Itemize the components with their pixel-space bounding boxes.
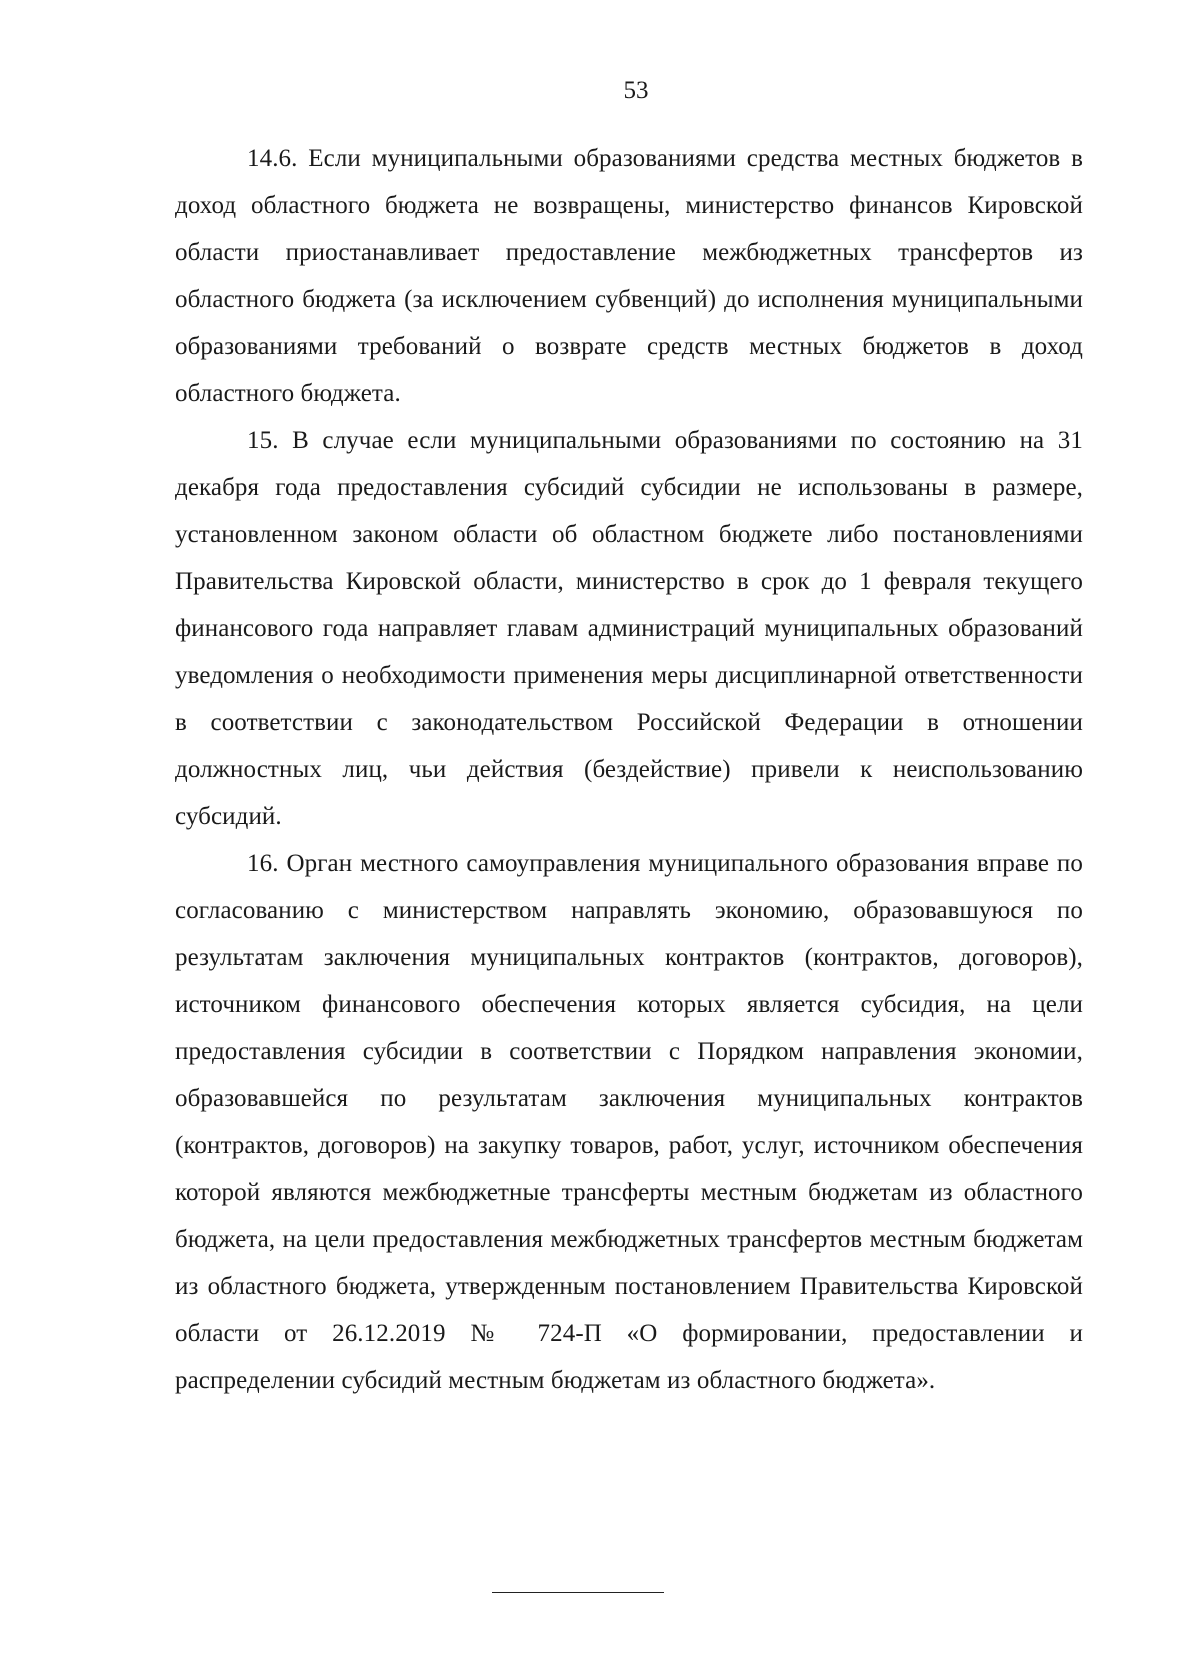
page-number: 53 [623, 77, 649, 104]
document-body [175, 135, 1083, 1404]
paragraph-15: 15. В случае если муниципальными образованиями по состоянию на 31 декабря года предоставления субсидий субсидии не использованы в размере, установленном законом области об областном бюджете либо постановлениями Правительства Кировской области, министерство в срок до 1 февраля текущего финансового года направляет главам администраций муниципальных образований уведомления о необходимости применения меры дисциплинарной ответственности в соответствии с законодательством Российской Федерации в отношении должностных лиц, чьи действия (бездействие) привели к неиспользованию субсидий. [175, 427, 1083, 830]
closing-rule [492, 1592, 664, 1593]
paragraph-14-6: 14.6. Если муниципальными образованиями средства местных бюджетов в доход областного бюджета не возвращены, министерство финансов Кировской области приостанавливает предоставление межбюджетных трансфертов из областного бюджета (за исключением субвенций) до исполнения муниципальными образованиями требований о возврате средств местных бюджетов в доход областного бюджета. [175, 145, 1083, 407]
paragraph-16: 16. Орган местного самоуправления муниципального образования вправе по согласованию с министерством направлять экономию, образовавшуюся по результатам заключения муниципальных контрактов (контрактов, договоров), источником финансового обеспечения которых является субсидия, на цели предоставления субсидии в соответствии с Порядком направления экономии, образовавшейся по результатам заключения муниципальных контрактов (контрактов, договоров) на закупку товаров, работ, услуг, источником обеспечения которой являются межбюджетные трансферты местным бюджетам из областного бюджета, на цели предоставления межбюджетных трансфертов местным бюджетам из областного бюджета, утвержденным постановлением Правительства Кировской области от 26.12.2019 № 724-П «О формировании, предоставлении и распределении субсидий местным бюджетам из областного бюджета». [175, 850, 1083, 1394]
